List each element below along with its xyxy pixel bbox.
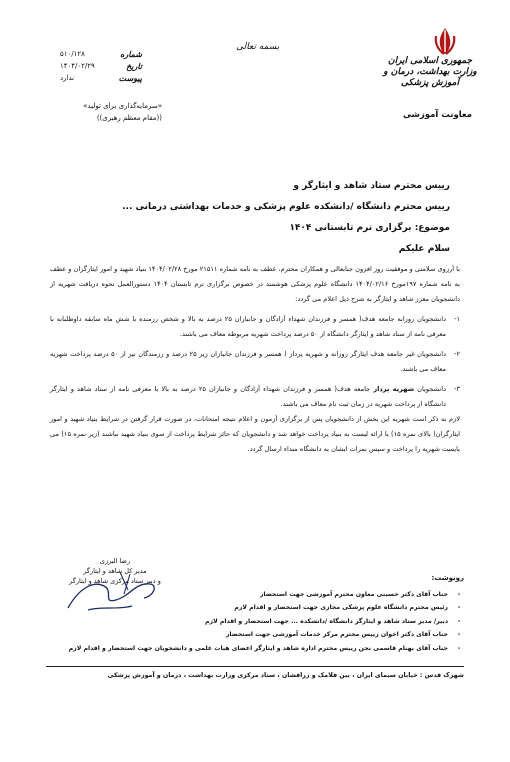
year-slogan bbox=[54, 100, 162, 124]
cc-item: -جناب آقای بهنام قاسمی نجن رییس محترم اداره شاهد و ایثارگر اعضای هیات علمی و دانشجویان جهت استحضار و اقدام لازم bbox=[68, 644, 461, 652]
addressee-line-2: رییس محترم دانشگاه /دانشکده علوم پزشکی و خدمات بهداشتی درمانی ... bbox=[122, 202, 450, 212]
ministry-name: وزارت بهداشت، درمان و آموزش پزشکی bbox=[383, 67, 477, 88]
body-intro: با آرزوی سلامتی و موفقیت روز افزون جنابعالی و همکاران محترم، عطف به نامه شماره ۲۱۵۱۱ مورخ ۱۴۰۴/۰۲/۲۸ بنیاد شهید و امور ایثارگران و عطف به نامه شماره ۱۹۷مورخ ۱۴۰۴/۰۲/۱۶ دانشگاه علوم پزشکی هوشمند در خصوص برگزاری ترم تابستان ۱۴۰۴ دستورالعمل نحوه دریافت شهریه از دانشجویان معزز شاهد و ایثارگر به شرح ذیل اعلام می گردد: bbox=[50, 265, 460, 303]
body-item-3 bbox=[50, 382, 460, 412]
item-text: دانشجویان روزانه جامعه هدف( همسر و فرزندان شهداء آزادگان و جانبازان ۲۵ درصد به بالا و شخص رزمنده با شش ماه سابقه داوطلبانه با معرفی نامه از ستاد شاهد و ایثارگر دانشگاه از ۵۰ درصد پرداخت شهریه مربوطه معاف می باشند. bbox=[50, 315, 447, 338]
footer-address: شهرک قدس : خیابان سیمای ایران ، بین فلامک و زرافشان ، ستاد مرکزی وزارت بهداشت ، درمان و آموزش پزشکی bbox=[107, 672, 464, 679]
addressee-line-1: رییس محترم ستاد شاهد و ایثارگر و bbox=[293, 181, 450, 191]
signer-title-1: مدیر کل شاهد و ایثارگر bbox=[83, 567, 147, 575]
item-3-bold: شهریه پرداز bbox=[373, 385, 415, 393]
besmeh-heading: بسمه تعالی bbox=[236, 42, 280, 52]
letter-meta bbox=[60, 48, 142, 84]
cc-item-text: جناب آقای دکتر حسینی معاون محترم آموزشی جهت استحضار bbox=[259, 590, 448, 598]
item-number: ۲- bbox=[454, 350, 460, 358]
ministry-country-name: جمهوری اسلامی ایران bbox=[387, 56, 473, 66]
cc-item-text: دبیر/ مدیر ستاد شاهد و ایثارگر دانشگاه /دانشکده ... جهت استحضار و اقدام لازم bbox=[204, 617, 448, 625]
item-number: ۱- bbox=[454, 315, 460, 323]
item-3-prefix: دانشجویان bbox=[414, 385, 447, 393]
slogan-text: «سرمایه‌گذاری برای تولید» bbox=[83, 102, 162, 110]
footer-divider bbox=[46, 666, 464, 667]
subject-line: موضوع: برگزاری ترم تابستانی ۱۴۰۴ bbox=[289, 223, 450, 233]
slogan-attribution: ((مقام معظم رهبری)) bbox=[96, 114, 162, 122]
item-number: ۳- bbox=[454, 385, 460, 393]
ministry-logotype bbox=[370, 56, 490, 89]
meta-date-row bbox=[60, 60, 142, 72]
number-label: شماره bbox=[120, 49, 142, 59]
attachment-value: ندارد bbox=[60, 74, 75, 82]
signer-title-2: و دبیر ستاد مرکزی شاهد و ایثارگر bbox=[69, 577, 161, 585]
cc-title: رونوشت: bbox=[431, 574, 464, 582]
cc-item-text: جناب آقای بهنام قاسمی نجن رییس محترم اداره شاهد و ایثارگر اعضای هیات علمی و دانشجویان جهت استحضار و اقدام لازم bbox=[68, 644, 448, 652]
item-3-rest: جامعه هدف( همسر و فرزندان شهداء آزادگان و جانبازان ۲۵ درصد به بالا با معرفی نامه از ستاد شاهد و ایثارگر دانشگاه از پرداخت شهریه در زمان ثبت نام معاف می باشند. bbox=[50, 385, 446, 408]
body-item-2 bbox=[50, 347, 460, 377]
cc-block bbox=[68, 572, 464, 655]
cc-item: -جناب آقای دکتر حسینی معاون محترم آموزشی جهت استحضار bbox=[259, 590, 461, 598]
greeting: سلام علیکم bbox=[398, 244, 450, 254]
cc-item-text: رئیس محترم دانشگاه علوم پزشکی مجازی جهت استحضار و اقدام لازم bbox=[234, 604, 448, 611]
meta-attachment-row bbox=[60, 72, 142, 84]
addressee-block bbox=[60, 176, 450, 260]
iran-emblem-icon bbox=[432, 26, 458, 56]
number-value: ۵۱۰/۱۲۸ bbox=[60, 50, 85, 58]
cc-item: -جناب آقای دکتر اخوان رییس محترم مرکز خدمات آموزشی جهت استحضار bbox=[225, 631, 461, 638]
attachment-label: پیوست bbox=[118, 73, 142, 83]
body-item-1 bbox=[50, 312, 460, 342]
letter-body bbox=[50, 262, 460, 457]
meta-number-row bbox=[60, 48, 142, 60]
item-text bbox=[50, 382, 446, 412]
cc-item-text: جناب آقای دکتر اخوان رییس محترم مرکز خدمات آموزشی جهت استحضار bbox=[225, 631, 448, 638]
deputy-name: معاونت آموزشی bbox=[402, 110, 472, 120]
item-text: دانشجویان غیر جامعه هدف ایثارگر روزانه و شهریه پرداز ( همسر و فرزندان جانبازان زیر ۲۵ درصد و رزمندگان نیز از ۵۰ درصد پرداخت شهریه معاف می باشند. bbox=[50, 350, 447, 373]
cc-item: -دبیر/ مدیر ستاد شاهد و ایثارگر دانشگاه /دانشکده ... جهت استحضار و اقدام لازم bbox=[204, 617, 461, 625]
date-label: تاریخ bbox=[126, 61, 142, 71]
signer-name: رضا البرزی bbox=[99, 557, 131, 565]
cc-item: -رئیس محترم دانشگاه علوم پزشکی مجازی جهت استحضار و اقدام لازم bbox=[234, 604, 461, 611]
body-closing: لازم به ذکر است شهریه این بخش از دانشجویان پس از برگزاری آزمون و اعلام نتیجه امتحانات، در صورت قرار گرفتن در شرایط بنیاد شهید و امور ایثارگران( بالای نمره ۱۵) با ارائه لیست به بنیاد پرداخت خواهد شد و دانشجویان که حائز شرایط پرداخت از سوی بنیاد شهید نباشند (زیر نمره ۱۵) می بایست شهریه را پرداخت و سپس نمرات ایشان به دانشگاه مبداء ارسال گردد. bbox=[50, 415, 460, 453]
date-value: ۱۴۰۴/۰۲/۲۹ bbox=[60, 62, 95, 70]
